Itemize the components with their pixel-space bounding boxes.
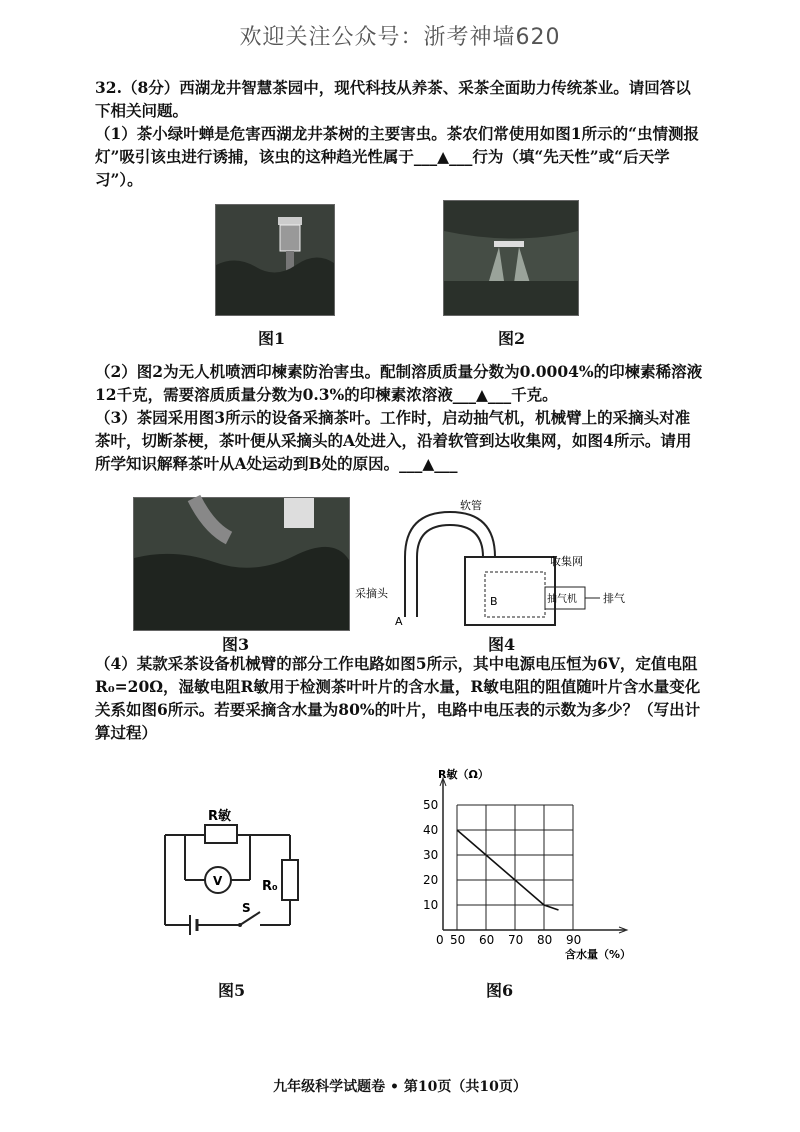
resistor-r0 [282,860,298,900]
r-min-label: R敏 [208,809,232,824]
y-tick-label: 10 [423,898,439,912]
switch-label: S [242,901,251,915]
y-tick-label: 30 [423,848,439,862]
x-tick-label: 90 [566,933,582,947]
page-header: 欢迎关注公众号：浙考神墙620 [239,25,561,50]
y-tick-label: 20 [423,873,439,887]
hose-outer [405,512,495,617]
fig3-caption: 图3 [222,635,250,654]
hose-label: 软管 [460,499,482,512]
question-part-3: （3）茶园采用图3所示的设备采摘茶叶。工作时，启动抽气机，机械臂上的采摘头对准茶叶，切断茶梗，茶叶便从采摘头的A处进入，沿着软管到达收集网，如图4所示。请用所学知识解释茶叶从A处运动到B处的原因。___▲___ [95,408,692,473]
fig1-caption: 图1 [258,329,286,348]
net-label: 收集网 [550,555,583,568]
fig5-circuit [160,800,310,945]
fig2-photo [443,200,579,316]
drone-spraying-image [444,201,578,315]
x-tick-label: 50 [450,933,466,947]
point-b-label: B [490,595,498,608]
x-axis-label: 含水量（%） [565,948,632,961]
y-axis-label: R敏（Ω） [438,768,489,781]
fig3-photo [133,497,350,631]
fig4-diagram [355,497,630,632]
exhaust-label: 排气 [603,592,625,605]
fig4-caption: 图4 [488,635,516,654]
r0-label: R₀ [262,879,278,894]
page-footer: 九年级科学试题卷 • 第10页（共10页） [273,1079,527,1095]
question-part-2: （2）图2为无人机喷洒印楝素防治害虫。配制溶质质量分数为0.0004%的印楝素稀溶液12千克，需要溶质质量分数为0.3%的印楝素浓溶液___▲___千克。 [95,362,703,404]
question-part-4: （4）某款采茶设备机械臂的部分工作电路如图5所示，其中电源电压恒为6V，定值电阻R₀=20Ω，湿敏电阻R敏用于检测茶叶叶片的含水量，R敏电阻的阻值随叶片含水量变化关系如图6所示。若要采摘含水量为80%的叶片，电路中电压表的示数为多少？（写出计算过程） [95,654,701,742]
fig5-caption: 图5 [218,981,246,1000]
y-tick-label: 40 [423,823,439,837]
x-tick-label: 0 [436,933,444,947]
voltmeter-label: V [213,874,223,888]
question-intro: 32.（8分）西湖龙井智慧茶园中，现代科技从养茶、采茶全面助力传统茶业。请回答以下相关问题。 [95,78,691,120]
y-tick-label: 50 [423,798,439,812]
question-part-1: （1）茶小绿叶蝉是危害西湖龙井茶树的主要害虫。茶农们常使用如图1所示的“虫情测报灯”吸引该虫进行诱捕，该虫的这种趋光性属于___▲___行为（填“先天性”或“后天学习”）。 [95,124,699,189]
collector-box [465,557,555,625]
x-tick-label: 60 [479,933,495,947]
x-tick-label: 70 [508,933,524,947]
tea-picking-machine-image [134,498,349,630]
picking-head-label: 采摘头 [355,587,388,600]
resistor-r-min [205,825,237,843]
fig1-photo [215,204,335,316]
x-tick-label: 80 [537,933,553,947]
series-line [457,830,559,910]
fig2-caption: 图2 [498,329,526,348]
hose-inner [417,525,483,617]
point-a-label: A [395,615,403,628]
fig6-chart [405,768,645,961]
fig6-caption: 图6 [486,981,514,1000]
pump-label: 抽气机 [547,594,577,605]
insect-lamp-image [216,205,334,315]
